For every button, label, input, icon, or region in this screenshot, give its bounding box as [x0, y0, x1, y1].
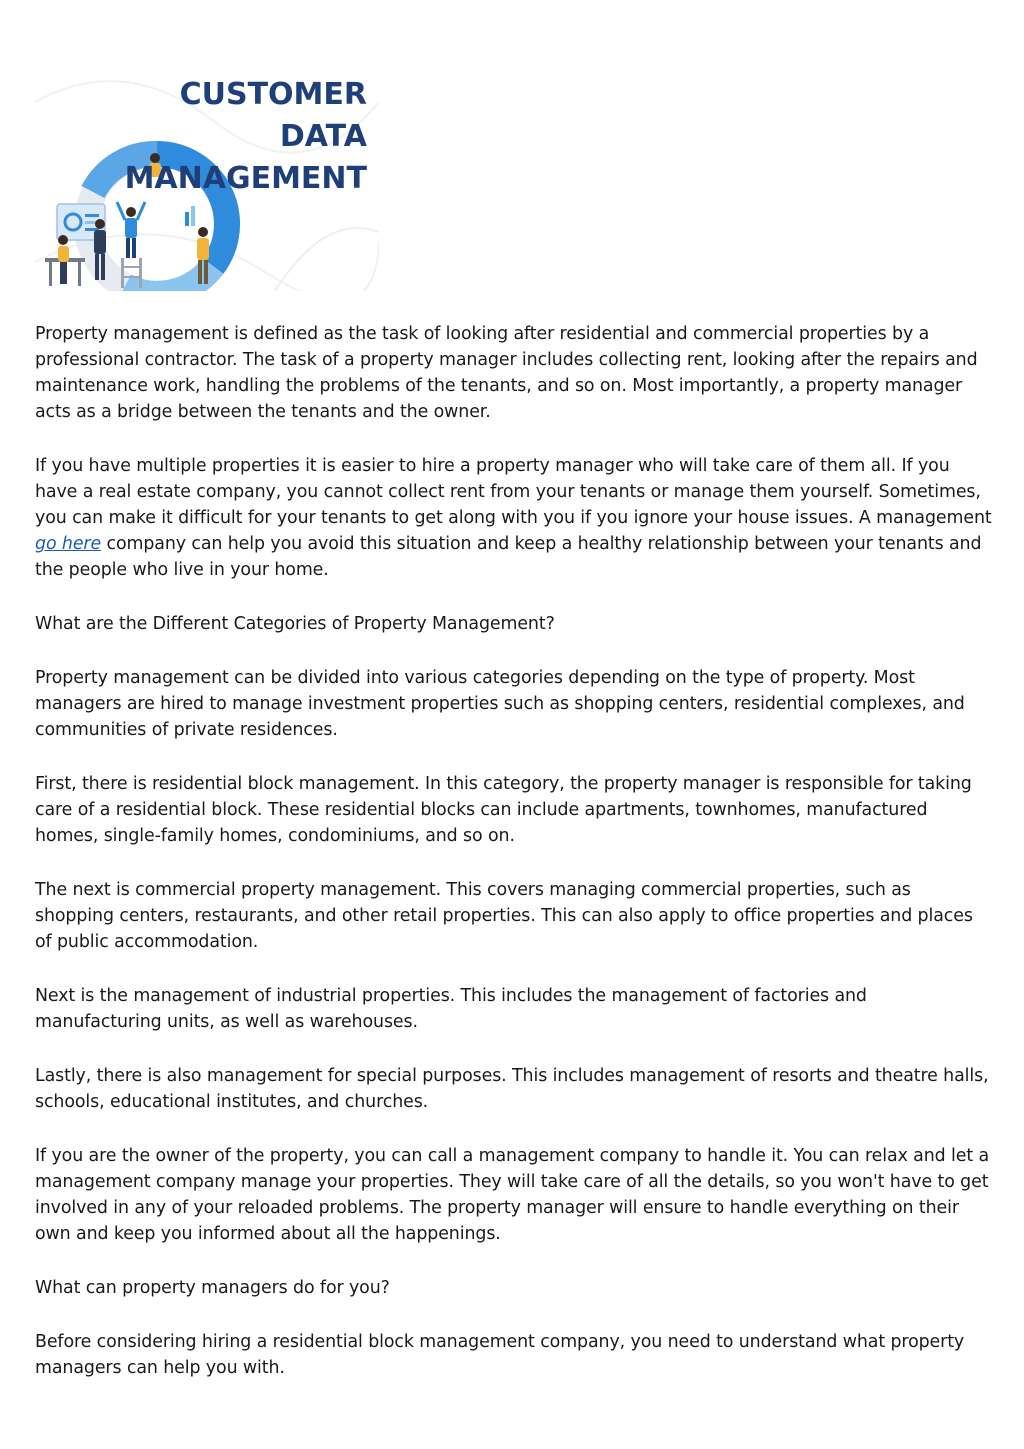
paragraph-categories: Property management can be divided into various categories depending on the type of property. Most managers are hired to manage investment properties such as shopping centers, residential complexes, and communities of private residences. [35, 668, 965, 740]
paragraph-special-purposes: Lastly, there is also management for special purposes. This includes management of resorts and theatre halls, schools, educational institutes, and churches. [35, 1066, 989, 1112]
paragraph-intro: Property management is defined as the task of looking after residential and commercial properties by a professional contractor. The task of a property manager includes collecting rent, looking after the repairs and maintenance work, handling the problems of the tenants, and so on. Most importantly, a property manager acts as a bridge between the tenants and the owner. [35, 324, 978, 422]
go-here-link[interactable]: go here [35, 534, 102, 554]
paragraph-commercial: The next is commercial property management. This covers managing commercial properties, such as shopping centers, restaurants, and other retail properties. This can also apply to office properties and places of public accommodation. [35, 880, 973, 952]
paragraph-text-before-link: If you have multiple properties it is easier to hire a property manager who will take care of them all. If you have a real estate company, you cannot collect rent from your tenants or manage them yourself. Sometimes, you can make it difficult for your tenants to get along with you if you ignore your house issues. A management [35, 456, 992, 528]
paragraph-text-after-link: company can help you avoid this situation and keep a healthy relationship between your tenants and the people who live in your home. [35, 534, 982, 580]
hero-title-line-3: MANAGEMENT [124, 161, 367, 196]
hero-title-line-2: DATA [279, 119, 367, 154]
paragraph-residential: First, there is residential block management. In this category, the property manager is responsible for taking care of a residential block. These residential blocks can include apartments, townhomes, manufactured homes, single-family homes, condominiums, and so on. [35, 774, 972, 846]
heading-what-managers-do: What can property managers do for you? [35, 1278, 390, 1298]
paragraph-owner: If you are the owner of the property, you can call a management company to handle it. You can relax and let a management company manage your properties. They will take care of all the details, so you won't have to get involved in any of your reloaded problems. The property manager will ensure to handle everything on their own and keep you informed about all the happenings. [35, 1146, 990, 1244]
article-body [35, 321, 993, 1409]
hero-title-line-1: CUSTOMER [179, 77, 367, 112]
paragraph-multiple-properties [35, 453, 993, 583]
hero-image [35, 62, 379, 291]
paragraph-before-hiring: Before considering hiring a residential block management company, you need to understand what property managers can help you with. [35, 1332, 965, 1378]
heading-categories: What are the Different Categories of Property Management? [35, 614, 555, 634]
paragraph-industrial: Next is the management of industrial properties. This includes the management of factories and manufacturing units, as well as warehouses. [35, 986, 867, 1032]
customer-data-management-illustration [35, 62, 379, 291]
